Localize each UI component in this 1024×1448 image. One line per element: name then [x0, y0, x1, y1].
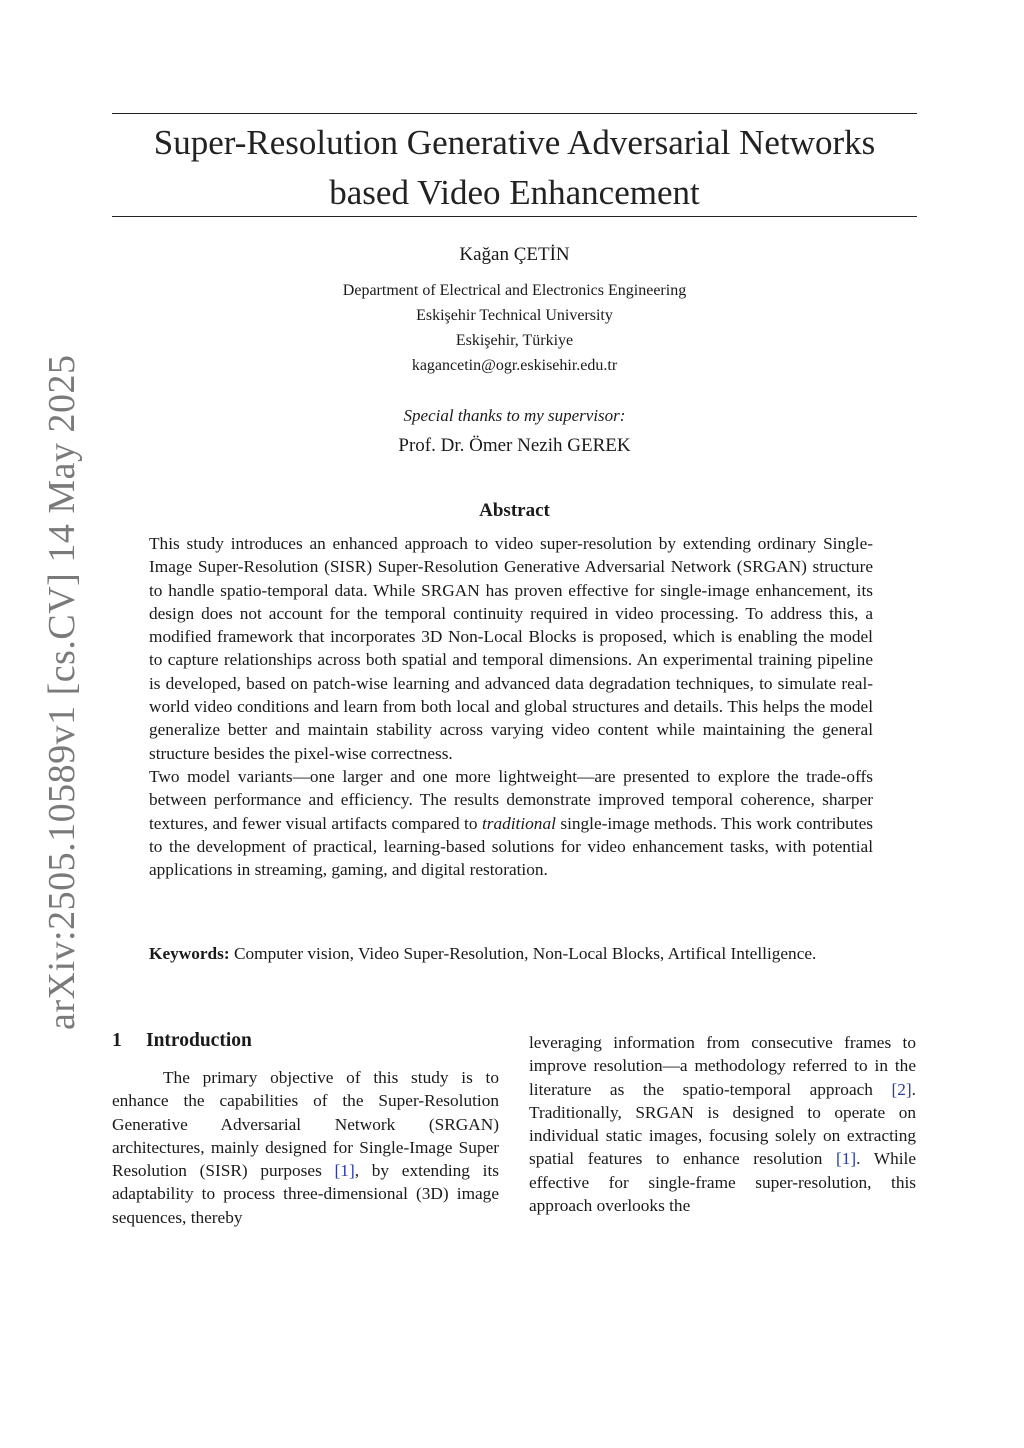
section-title: Introduction [146, 1030, 252, 1051]
abstract-p2-italic: traditional [481, 813, 556, 833]
section-heading-introduction [112, 1030, 252, 1052]
author-name: Kağan ÇETİN [459, 244, 570, 265]
intro-right-column [529, 1031, 916, 1217]
abstract-p2-text-b: single-image methods. This work contributes to the development of practical, learning-based solutions for video enhancement tasks, with potential applications in streaming, gaming, and digital restoration. [149, 813, 873, 880]
affiliation-university: Eskişehir Technical University [416, 307, 613, 324]
abstract-p2-text-a: Two model variants—one larger and one more lightweight—are presented to explore the trade-offs between performance and efficiency. The results demonstrate improved temporal coherence, sharper textures, and fewer visual artifacts compared to [149, 766, 873, 833]
thanks-label: Special thanks to my supervisor: [403, 406, 626, 425]
intro-right-text-c: . While effective for single-frame super-resolution, this approach overlooks the [529, 1149, 916, 1216]
supervisor-name: Prof. Dr. Ömer Nezih GEREK [398, 435, 631, 456]
citation-link-1[interactable]: [1] [334, 1161, 355, 1181]
arxiv-identifier-stamp[interactable]: arXiv:2505.10589v1 [cs.CV] 14 May 2025 [41, 354, 83, 1030]
affiliation-location: Eskişehir, Türkiye [455, 332, 574, 349]
keywords [149, 942, 873, 965]
title-bottom-rule [112, 216, 917, 217]
intro-left-text-b: , by extending its adaptability to process three-dimensional (3D) image sequences, thereby [112, 1161, 499, 1227]
title-line-1: Super-Resolution Generative Adversarial Networks [153, 123, 876, 162]
keywords-list: Computer vision, Video Super-Resolution, Non-Local Blocks, Artifical Intelligence. [233, 944, 817, 963]
citation-link-3[interactable]: [1] [836, 1149, 857, 1169]
citation-link-2[interactable]: [2] [891, 1079, 912, 1099]
title-line-2: based Video Enhancement [329, 173, 700, 212]
section-number: 1 [112, 1030, 122, 1051]
intro-left-text-a: The primary objective of this study is to enhance the capabilities of the Super-Resolution Generative Adversarial Network (SRGAN) architectures, mainly designed for Single-Image Super Resolution (SISR) purposes [112, 1068, 499, 1181]
paper-title [112, 118, 917, 218]
intro-right-text-a: leveraging information from consecutive frames to improve resolution—a methodology referred to in the literature as the spatio-temporal approach [529, 1033, 916, 1099]
title-top-rule [112, 113, 917, 114]
intro-left-column [112, 1066, 499, 1229]
intro-right-text-b: . Traditionally, SRGAN is designed to operate on individual static images, focusing solely on extracting spatial features to enhance resolution [529, 1079, 916, 1169]
keywords-label: Keywords: [149, 944, 230, 963]
abstract-paragraph-2 [149, 765, 873, 881]
affiliation-department: Department of Electrical and Electronics Engineering [342, 282, 687, 299]
abstract-heading: Abstract [479, 500, 550, 521]
abstract-paragraph-1: This study introduces an enhanced approach to video super-resolution by extending ordinary Single-Image Super-Resolution (SISR) Super-Resolution Generative Adversarial Network (SRGAN) structure to handle spatio-temporal data. While SRGAN has proven effective for single-image enhancement, its design does not account for the temporal continuity required in video processing. To address this, a modified framework that incorporates 3D Non-Local Blocks is proposed, which is enabling the model to capture relationships across both spatial and temporal dimensions. An experimental training pipeline is developed, based on patch-wise learning and advanced data degradation techniques, to simulate real-world video conditions and learn from both local and global structures and details. This helps the model generalize better and maintain stability across varying video content while maintaining the general structure besides the pixel-wise correctness. [149, 534, 873, 763]
author-email: kagancetin@ogr.eskisehir.edu.tr [411, 357, 618, 374]
affiliation-block [112, 278, 917, 378]
abstract-body [149, 532, 873, 881]
